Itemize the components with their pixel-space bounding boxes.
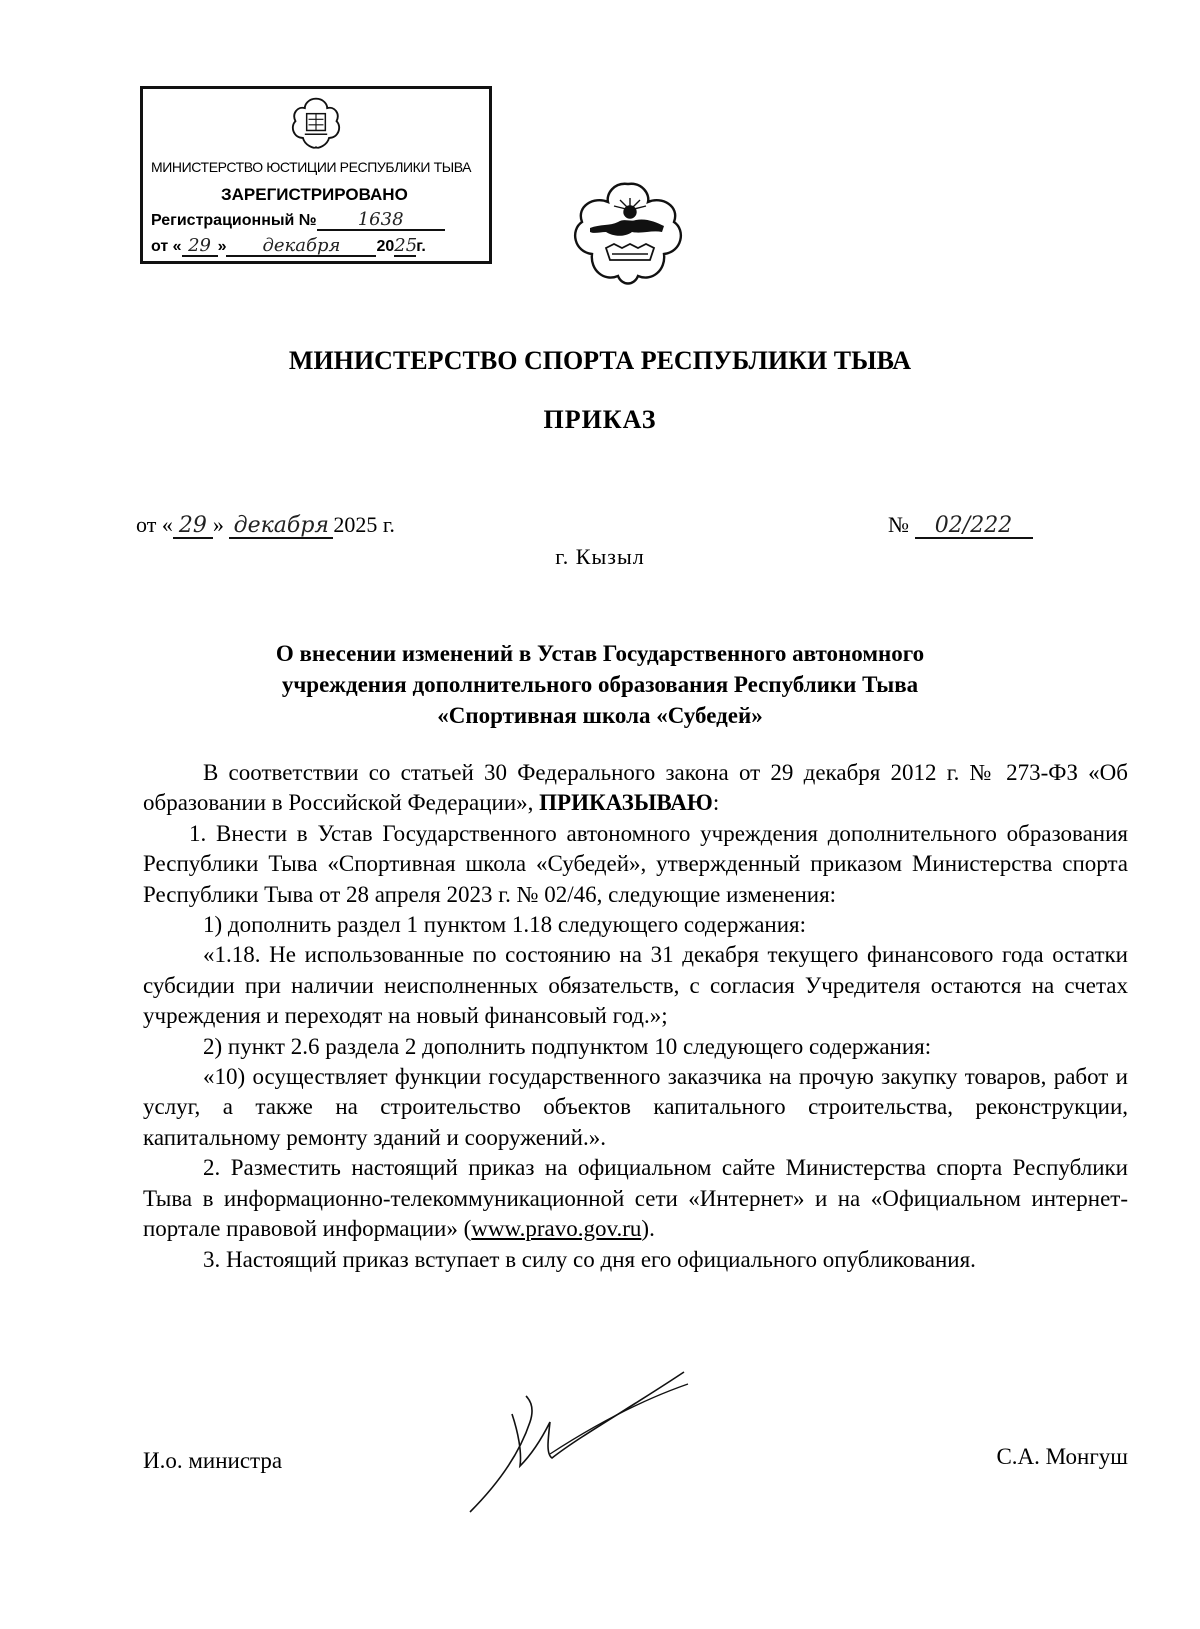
order-date-day: 29	[173, 515, 213, 539]
stamp-date-prefix: от «	[151, 238, 182, 255]
order-date-year: 2025 г.	[333, 512, 395, 537]
item-2-text: 2. Разместить настоящий приказ на официальном сайте Министерства спорта Республики Тыва в информационно-телекоммуникационной сети «Интернет» и на «Официальном интернет-портале правовой информации» (	[143, 1155, 1128, 1242]
stamp-date-mid: »	[217, 238, 227, 255]
order-date-prefix: от «	[136, 512, 173, 537]
subject-line-2: учреждения дополнительного образования Республики Тыва	[281, 672, 919, 697]
stamp-registration-date	[151, 237, 426, 257]
intro-colon: :	[712, 790, 720, 816]
order-date	[136, 512, 395, 539]
intro-text: В соответствии со статьей 30 Федерального закона от 29 декабря 2012 г. № 273-ФЗ «Об образовании в Российской Федерации»,	[143, 760, 1128, 816]
stamp-registration-number	[151, 211, 445, 231]
order-number-label: №	[888, 512, 909, 537]
order-subject	[0, 638, 1200, 731]
body-quote-1: «1.18. Не использованные по состоянию на 31 декабря текущего финансового года остатки субсидии при наличии неисполненных обязательств, с согласия Учредителя остаются на счетах учреждения и переходят на новый финансовый год.»;	[143, 942, 1128, 1029]
ministry-title: МИНИСТЕРСТВО СПОРТА РЕСПУБЛИКИ ТЫВА	[288, 346, 912, 375]
republic-emblem-icon	[566, 178, 690, 290]
stamp-date-year-suffix: 25	[394, 235, 418, 256]
body-item-2	[143, 1153, 1128, 1244]
coat-of-arms-icon	[288, 95, 344, 151]
stamp-date-end: г.	[416, 238, 426, 255]
stamp-reg-label: Регистрационный №	[151, 212, 317, 229]
stamp-registered-label: ЗАРЕГИСТРИРОВАНО	[221, 185, 408, 204]
signatory-position: И.о. министра	[143, 1448, 283, 1473]
body-subitem-1: 1) дополнить раздел 1 пунктом 1.18 следующего содержания:	[203, 912, 807, 938]
stamp-reg-number-value: 1638	[317, 211, 445, 231]
stamp-date-year-prefix: 20	[376, 238, 395, 255]
body-quote-2: «10) осуществляет функции государственного заказчика на прочую закупку товаров, работ и услуг, а также на строительство объектов капитального строительства, реконструкции, капитальному ремонту зданий и сооружений.».	[143, 1064, 1128, 1150]
handwritten-signature	[460, 1362, 720, 1522]
body-item-1: 1. Внести в Устав Государственного автономного учреждения дополнительного образования Республики Тыва «Спортивная школа «Субедей», утвержденный приказом Министерства спорта Республики Тыва от 28 апреля 2023 г. № 02/46, следующие изменения:	[143, 820, 1128, 907]
order-number	[888, 512, 1033, 539]
registration-stamp	[140, 86, 492, 264]
stamp-date-day: 29	[182, 237, 218, 257]
order-city: г. Кызыл	[555, 544, 645, 569]
subject-line-3: «Спортивная школа «Субедей»	[437, 703, 763, 728]
document-type: ПРИКАЗ	[543, 405, 657, 434]
intro-order-word: ПРИКАЗЫВАЮ	[539, 790, 713, 816]
order-body	[143, 758, 1128, 1275]
body-subitem-2: 2) пункт 2.6 раздела 2 дополнить подпунктом 10 следующего содержания:	[203, 1033, 932, 1059]
subject-line-1: О внесении изменений в Устав Государственного автономного	[275, 641, 925, 666]
pravo-portal-link[interactable]: www.pravo.gov.ru	[471, 1216, 642, 1242]
signatory-name: С.А. Монгуш	[996, 1444, 1128, 1469]
body-intro	[143, 758, 1128, 819]
order-date-mid: »	[212, 512, 224, 537]
order-date-month: декабря	[229, 515, 333, 539]
order-number-value: 02/222	[915, 515, 1033, 539]
stamp-ministry-name: МИНИСТЕРСТВО ЮСТИЦИИ РЕСПУБЛИКИ ТЫВА	[151, 159, 472, 175]
body-item-3: 3. Настоящий приказ вступает в силу со дня его официального опубликования.	[203, 1246, 976, 1272]
stamp-date-month: декабря	[226, 237, 376, 257]
item-2-end: ).	[641, 1216, 655, 1242]
